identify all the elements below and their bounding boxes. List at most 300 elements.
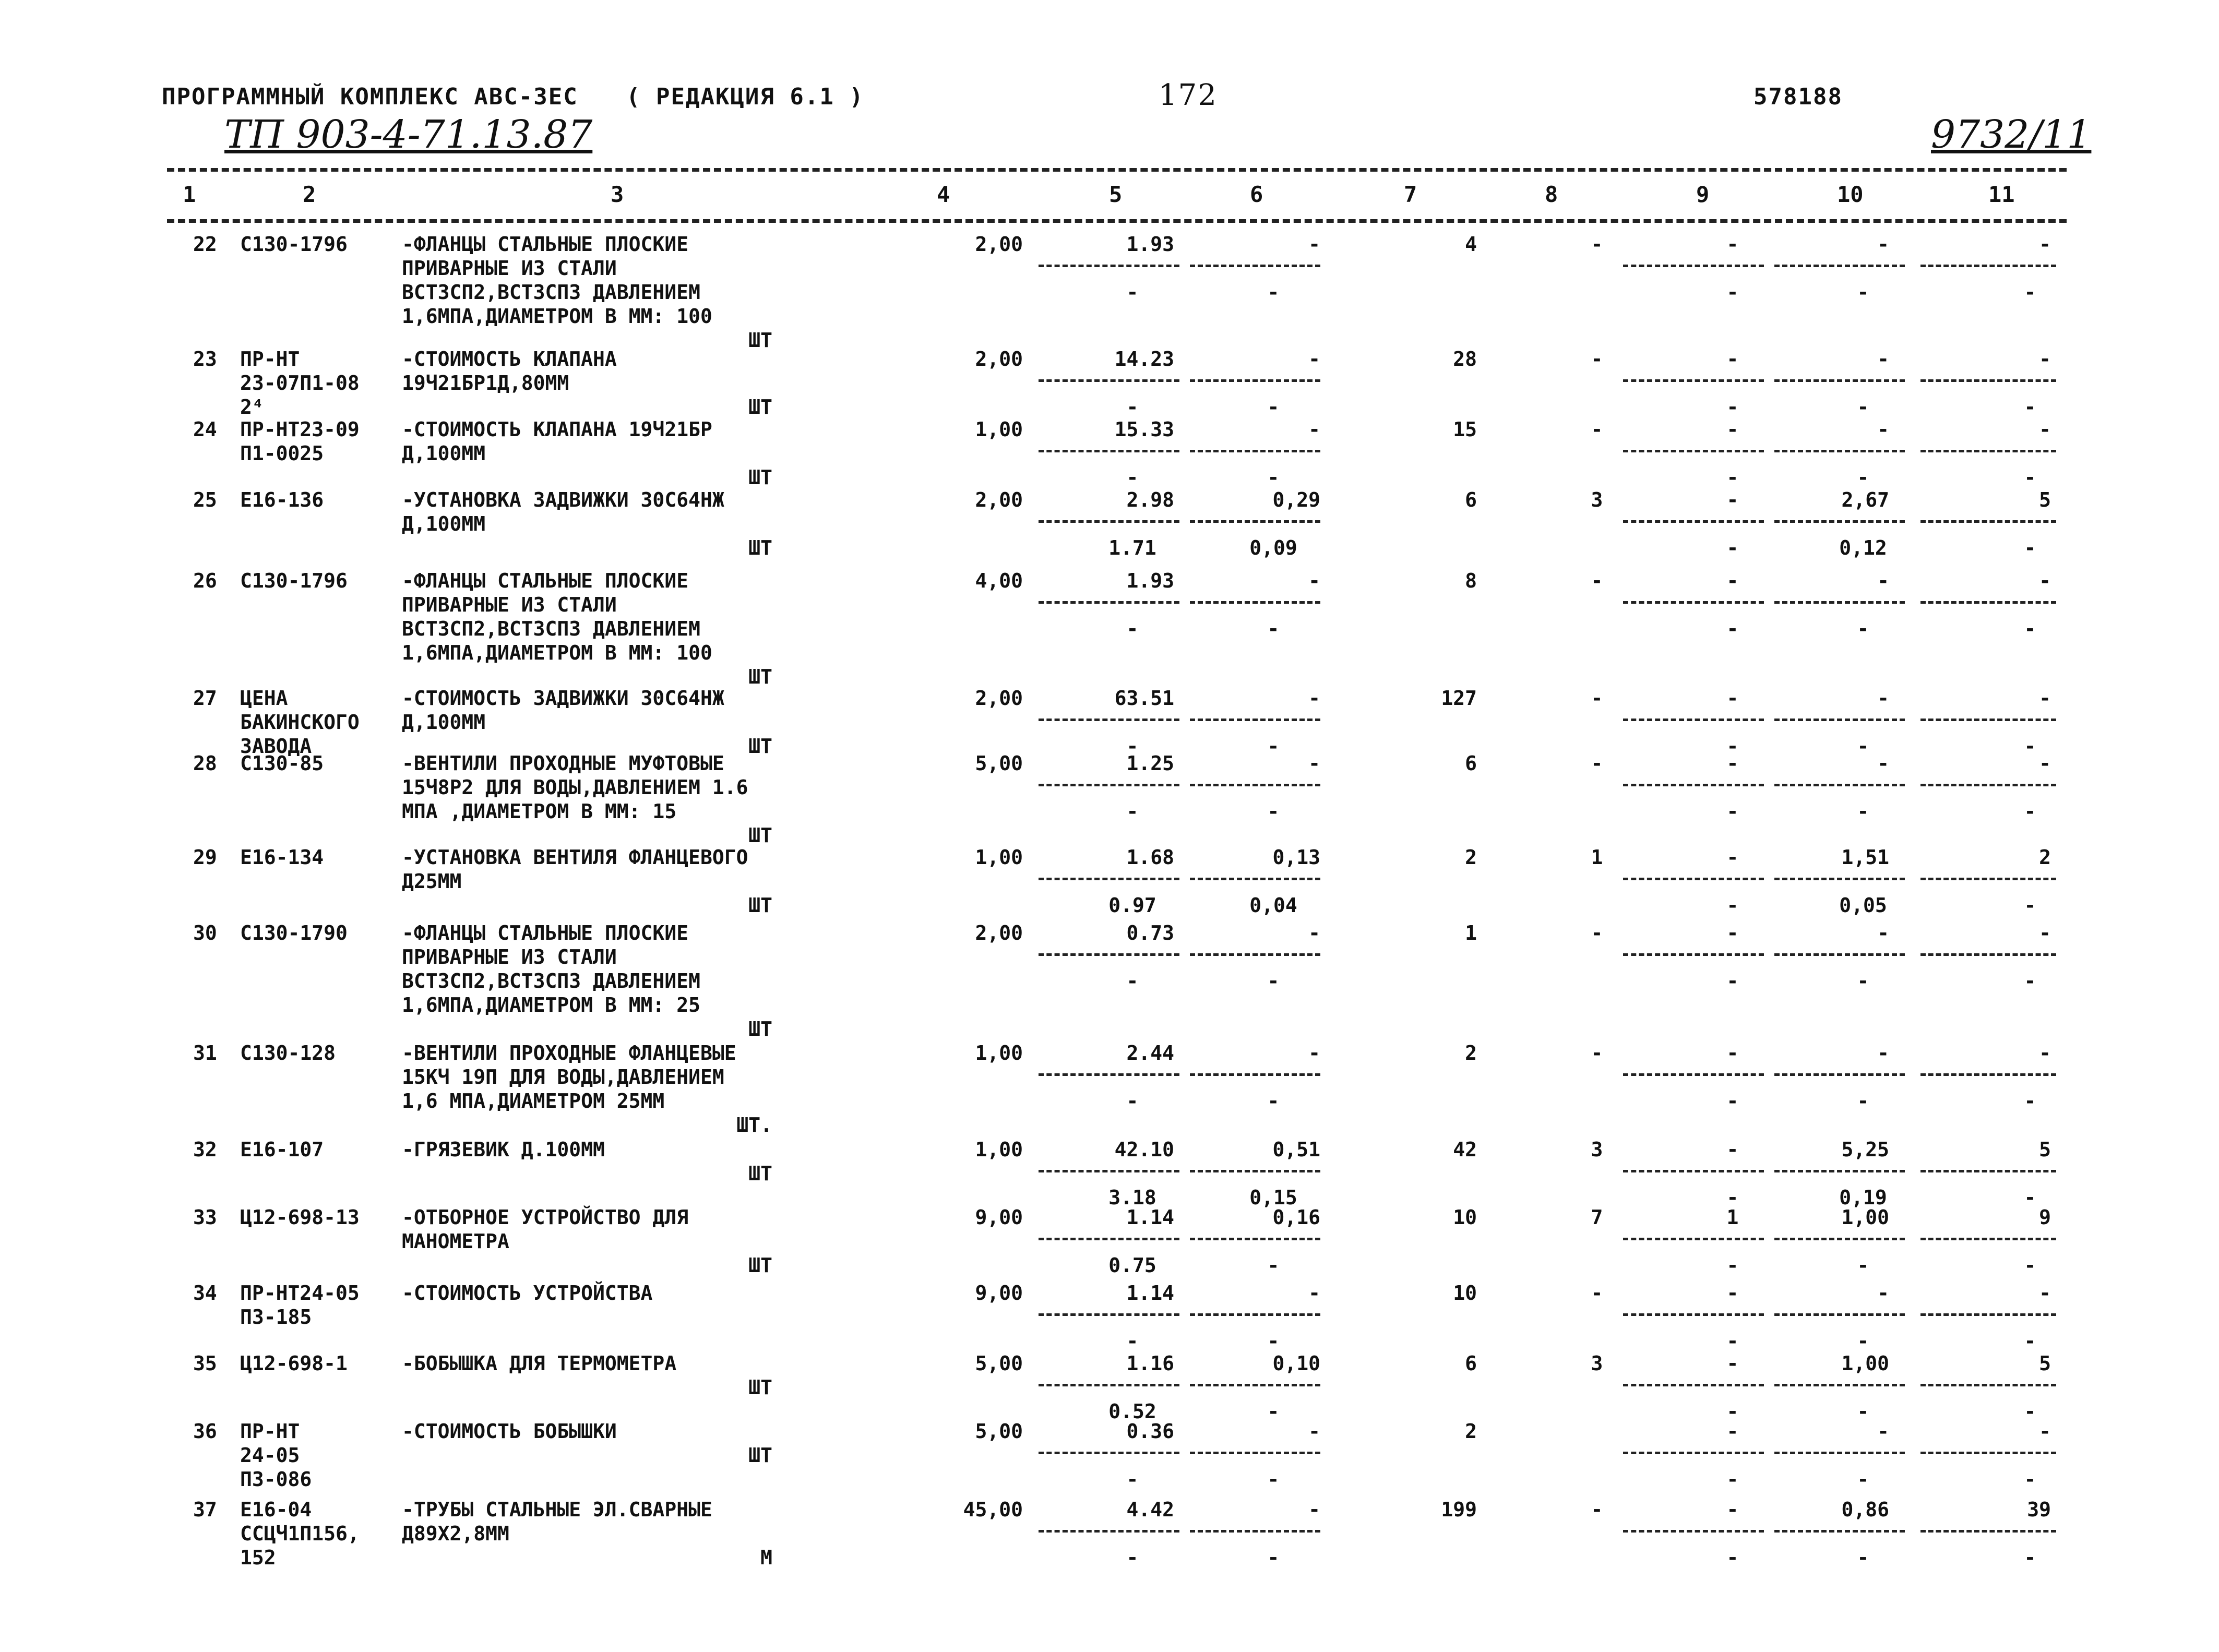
row-col6-bottom: -: [1267, 1546, 1280, 1569]
cell-divider-rule: [1039, 784, 1179, 786]
cell-divider-rule: [1774, 719, 1905, 721]
row-description: ВСТЗСП2,ВСТЗСПЗ ДАВЛЕНИЕМ: [402, 969, 700, 992]
row-col11-bottom: -: [2024, 969, 2036, 992]
row-col6-bottom: -: [1267, 1400, 1280, 1423]
row-col8: -: [1591, 687, 1603, 710]
row-col10-bottom: -: [1857, 800, 1869, 823]
row-col7: 6: [1465, 752, 1477, 775]
row-description: -БОБЫШКА ДЛЯ ТЕРМОМЕТРА: [402, 1352, 677, 1375]
row-col6-bottom: -: [1267, 466, 1280, 489]
cell-divider-rule: [1623, 1170, 1764, 1172]
row-col8: -: [1591, 569, 1603, 592]
row-unit: ШТ: [748, 396, 772, 418]
row-col5-top: 2.44: [1126, 1042, 1174, 1064]
row-description: ВСТЗСП2,ВСТЗСПЗ ДАВЛЕНИЕМ: [402, 281, 700, 304]
page-number: 172: [1159, 78, 1218, 112]
row-col9-bottom: -: [1726, 735, 1739, 758]
row-col11-bottom: -: [2024, 536, 2036, 559]
handwritten-project-number: ТП 903-4-71.13.87: [224, 112, 593, 157]
row-col10-top: -: [1877, 752, 1889, 775]
row-description: -ФЛАНЦЫ СТАЛЬНЫЕ ПЛОСКИЕ: [402, 569, 689, 592]
row-col6-top: -: [1308, 1042, 1320, 1064]
row-description: -СТОИМОСТЬ БОБЫШКИ: [402, 1420, 617, 1443]
row-col11-bottom: -: [2024, 735, 2036, 758]
cell-divider-rule: [1920, 1452, 2056, 1454]
row-description: -УСТАНОВКА ВЕНТИЛЯ ФЛАНЦЕВОГО: [402, 846, 748, 869]
row-col10-top: -: [1877, 233, 1889, 256]
row-col8: -: [1591, 348, 1603, 370]
cell-divider-rule: [1039, 719, 1179, 721]
cell-divider-rule: [1774, 953, 1905, 956]
cell-divider-rule: [1623, 784, 1764, 786]
row-description: МАНОМЕТРА: [402, 1230, 509, 1253]
row-col8: -: [1591, 233, 1603, 256]
cell-divider-rule: [1774, 1238, 1905, 1240]
column-header: 5: [1109, 182, 1123, 207]
row-col9-bottom: -: [1726, 1330, 1739, 1352]
row-col8: -: [1591, 1498, 1603, 1521]
cell-divider-rule: [1039, 1384, 1179, 1386]
row-quantity: 4,00: [975, 569, 1023, 592]
row-col7: 15: [1453, 418, 1477, 441]
cell-divider-rule: [1774, 1073, 1905, 1076]
row-description: -ГРЯЗЕВИК Д.100ММ: [402, 1138, 605, 1161]
row-col5-bottom: -: [1126, 617, 1139, 640]
cell-divider-rule: [1623, 953, 1764, 956]
row-col5-top: 0.36: [1126, 1420, 1174, 1443]
cell-divider-rule: [1190, 953, 1320, 956]
cell-divider-rule: [1190, 1238, 1320, 1240]
row-code: 152: [240, 1546, 276, 1569]
row-description: -СТОИМОСТЬ КЛАПАНА: [402, 348, 617, 370]
row-number: 33: [193, 1206, 217, 1229]
row-col9-bottom: -: [1726, 1468, 1739, 1491]
row-col6-bottom: -: [1267, 800, 1280, 823]
cell-divider-rule: [1920, 1313, 2056, 1316]
row-code: П1-0025: [240, 442, 324, 465]
row-col8: 3: [1591, 488, 1603, 511]
row-col11-bottom: -: [2024, 396, 2036, 418]
row-col9-bottom: -: [1726, 1400, 1739, 1423]
row-quantity: 5,00: [975, 1352, 1023, 1375]
row-description: -ФЛАНЦЫ СТАЛЬНЫЕ ПЛОСКИЕ: [402, 233, 689, 256]
row-col9-top: -: [1726, 348, 1739, 370]
row-col6-bottom: -: [1267, 969, 1280, 992]
row-col9-top: -: [1726, 1042, 1739, 1064]
cell-divider-rule: [1039, 1452, 1179, 1454]
row-col10-top: -: [1877, 687, 1889, 710]
row-col9-bottom: -: [1726, 1090, 1739, 1112]
cell-divider-rule: [1920, 719, 2056, 721]
column-header: 8: [1545, 182, 1558, 207]
document-code: 578188: [1753, 83, 1843, 110]
row-col9-bottom: -: [1726, 894, 1739, 917]
row-quantity: 1,00: [975, 1138, 1023, 1161]
cell-divider-rule: [1623, 719, 1764, 721]
column-header: 2: [303, 182, 316, 207]
row-col11-top: 2: [2039, 846, 2051, 869]
row-unit: ШТ: [748, 329, 772, 352]
cell-divider-rule: [1190, 450, 1320, 452]
row-col6-top: 0,51: [1272, 1138, 1320, 1161]
row-col11-top: 5: [2039, 488, 2051, 511]
row-col5-bottom: -: [1126, 1090, 1139, 1112]
row-col11-bottom: -: [2024, 1468, 2036, 1491]
row-col7: 6: [1465, 488, 1477, 511]
row-col11-top: 9: [2039, 1206, 2051, 1229]
row-description: -СТОИМОСТЬ ЗАДВИЖКИ 30С64НЖ: [402, 687, 724, 710]
row-col5-top: 15.33: [1114, 418, 1174, 441]
row-col9-top: -: [1726, 1282, 1739, 1304]
row-quantity: 2,00: [975, 687, 1023, 710]
cell-divider-rule: [1774, 1313, 1905, 1316]
cell-divider-rule: [1774, 601, 1905, 604]
row-col8: -: [1591, 418, 1603, 441]
row-col11-bottom: -: [2024, 617, 2036, 640]
row-description: -ФЛАНЦЫ СТАЛЬНЫЕ ПЛОСКИЕ: [402, 921, 689, 944]
cell-divider-rule: [1190, 1452, 1320, 1454]
row-description: 15Ч8Р2 ДЛЯ ВОДЫ,ДАВЛЕНИЕМ 1.6: [402, 776, 748, 799]
row-col6-top: -: [1308, 1498, 1320, 1521]
cell-divider-rule: [1039, 1073, 1179, 1076]
row-unit: ШТ: [748, 1162, 772, 1185]
row-col7: 127: [1441, 687, 1477, 710]
row-unit: ШТ: [748, 466, 772, 489]
row-unit: ШТ: [748, 824, 772, 847]
row-col10-top: 2,67: [1841, 488, 1889, 511]
row-number: 24: [193, 418, 217, 441]
row-col9-bottom: -: [1726, 466, 1739, 489]
row-col10-top: 5,25: [1841, 1138, 1889, 1161]
row-col11-top: 5: [2039, 1352, 2051, 1375]
row-col6-bottom: 0,09: [1249, 536, 1297, 559]
row-description: Д,100ММ: [402, 442, 486, 465]
row-col6-bottom: -: [1267, 396, 1280, 418]
row-col5-top: 1.93: [1126, 233, 1174, 256]
row-col9-top: -: [1726, 1138, 1739, 1161]
column-number-row: [0, 182, 2219, 213]
cell-divider-rule: [1774, 878, 1905, 880]
row-col7: 4: [1465, 233, 1477, 256]
row-col11-bottom: -: [2024, 1186, 2036, 1209]
row-col6-bottom: 0,04: [1249, 894, 1297, 917]
row-col9-top: -: [1726, 687, 1739, 710]
row-description: ПРИВАРНЫЕ ИЗ СТАЛИ: [402, 945, 617, 968]
row-col10-top: -: [1877, 1282, 1889, 1304]
row-code: ПР-НТ: [240, 348, 300, 370]
row-col10-bottom: -: [1857, 396, 1869, 418]
row-col10-bottom: -: [1857, 1330, 1869, 1352]
row-col8: -: [1591, 921, 1603, 944]
row-col6-top: -: [1308, 752, 1320, 775]
row-col7: 6: [1465, 1352, 1477, 1375]
row-quantity: 5,00: [975, 752, 1023, 775]
cell-divider-rule: [1190, 379, 1320, 382]
row-col7: 8: [1465, 569, 1477, 592]
row-col9-bottom: -: [1726, 1546, 1739, 1569]
cell-divider-rule: [1190, 719, 1320, 721]
row-col5-bottom: -: [1126, 1546, 1139, 1569]
row-description: ПРИВАРНЫЕ ИЗ СТАЛИ: [402, 257, 617, 280]
row-unit: ШТ: [748, 894, 772, 917]
cell-divider-rule: [1920, 1170, 2056, 1172]
cell-divider-rule: [1774, 1530, 1905, 1533]
row-col6-top: 0,13: [1272, 846, 1320, 869]
row-number: 30: [193, 921, 217, 944]
column-header: 4: [937, 182, 950, 207]
row-code: БАКИНСКОГО: [240, 711, 360, 734]
row-code: 2⁴: [240, 396, 264, 418]
column-header: 10: [1837, 182, 1864, 207]
row-col10-top: 1,00: [1841, 1206, 1889, 1229]
row-description: 1,6 МПА,ДИАМЕТРОМ 25ММ: [402, 1090, 665, 1112]
row-col7: 42: [1453, 1138, 1477, 1161]
row-col5-top: 1.25: [1126, 752, 1174, 775]
row-description: ПРИВАРНЫЕ ИЗ СТАЛИ: [402, 593, 617, 616]
cell-divider-rule: [1190, 1313, 1320, 1316]
row-col9-bottom: -: [1726, 396, 1739, 418]
cell-divider-rule: [1190, 1384, 1320, 1386]
cell-divider-rule: [1190, 601, 1320, 604]
program-title: ПРОГРАММНЫЙ КОМПЛЕКС АВС-ЗЕС: [162, 83, 578, 110]
cell-divider-rule: [1623, 1313, 1764, 1316]
cell-divider-rule: [1623, 878, 1764, 880]
row-description: 15КЧ 19П ДЛЯ ВОДЫ,ДАВЛЕНИЕМ: [402, 1066, 724, 1088]
row-col10-top: -: [1877, 921, 1889, 944]
cell-divider-rule: [1774, 379, 1905, 382]
row-code: С130-1796: [240, 569, 348, 592]
table-top-rule: [167, 168, 2067, 172]
row-col5-top: 42.10: [1114, 1138, 1174, 1161]
row-code: П3-086: [240, 1468, 312, 1491]
row-col8: -: [1591, 752, 1603, 775]
cell-divider-rule: [1623, 601, 1764, 604]
cell-divider-rule: [1920, 450, 2056, 452]
row-number: 28: [193, 752, 217, 775]
row-col11-top: -: [2039, 921, 2051, 944]
cell-divider-rule: [1920, 1073, 2056, 1076]
row-col10-bottom: -: [1857, 1090, 1869, 1112]
row-col9-bottom: -: [1726, 536, 1739, 559]
column-header: 3: [611, 182, 624, 207]
row-number: 27: [193, 687, 217, 710]
cell-divider-rule: [1774, 1452, 1905, 1454]
row-quantity: 2,00: [975, 488, 1023, 511]
cell-divider-rule: [1039, 1530, 1179, 1533]
row-col6-bottom: -: [1267, 1468, 1280, 1491]
row-col9-top: -: [1726, 569, 1739, 592]
row-col6-bottom: -: [1267, 1090, 1280, 1112]
row-col9-top: 1: [1726, 1206, 1739, 1229]
row-col11-top: -: [2039, 348, 2051, 370]
row-col5-bottom: 0.75: [1108, 1254, 1156, 1277]
row-col11-top: -: [2039, 752, 2051, 775]
row-code: С130-85: [240, 752, 324, 775]
row-col11-top: -: [2039, 1420, 2051, 1443]
cell-divider-rule: [1039, 601, 1179, 604]
cell-divider-rule: [1190, 1170, 1320, 1172]
row-code: Е16-134: [240, 846, 324, 869]
row-col6-top: -: [1308, 233, 1320, 256]
row-col11-bottom: -: [2024, 281, 2036, 304]
row-code: ПР-НТ: [240, 1420, 300, 1443]
row-col10-top: -: [1877, 418, 1889, 441]
cell-divider-rule: [1039, 520, 1179, 523]
row-col10-top: 1,00: [1841, 1352, 1889, 1375]
row-description: -УСТАНОВКА ЗАДВИЖКИ 30С64НЖ: [402, 488, 724, 511]
row-col5-top: 1.14: [1126, 1206, 1174, 1229]
row-col5-bottom: 3.18: [1108, 1186, 1156, 1209]
row-quantity: 2,00: [975, 233, 1023, 256]
row-col6-bottom: -: [1267, 1330, 1280, 1352]
cell-divider-rule: [1623, 265, 1764, 267]
handwritten-sheet-number: 9732/11: [1931, 112, 2092, 157]
column-header: 9: [1696, 182, 1710, 207]
row-number: 26: [193, 569, 217, 592]
cell-divider-rule: [1774, 1384, 1905, 1386]
row-col9-bottom: -: [1726, 800, 1739, 823]
row-col9-bottom: -: [1726, 617, 1739, 640]
row-col7: 1: [1465, 921, 1477, 944]
row-number: 23: [193, 348, 217, 370]
row-col9-top: -: [1726, 488, 1739, 511]
row-col6-top: -: [1308, 921, 1320, 944]
column-header: 11: [1988, 182, 2015, 207]
row-col7: 2: [1465, 846, 1477, 869]
cell-divider-rule: [1623, 520, 1764, 523]
cell-divider-rule: [1774, 784, 1905, 786]
row-description: 1,6МПА,ДИАМЕТРОМ В ММ: 100: [402, 305, 712, 328]
row-quantity: 1,00: [975, 846, 1023, 869]
row-col11-top: -: [2039, 569, 2051, 592]
row-col8: 7: [1591, 1206, 1603, 1229]
row-number: 34: [193, 1282, 217, 1304]
row-code: С130-128: [240, 1042, 336, 1064]
cell-divider-rule: [1623, 1530, 1764, 1533]
row-code: ПР-НТ24-05: [240, 1282, 360, 1304]
cell-divider-rule: [1190, 1073, 1320, 1076]
row-col7: 2: [1465, 1420, 1477, 1443]
row-col9-top: -: [1726, 752, 1739, 775]
cell-divider-rule: [1774, 520, 1905, 523]
row-col6-top: -: [1308, 687, 1320, 710]
row-col11-bottom: -: [2024, 1546, 2036, 1569]
row-col10-bottom: -: [1857, 617, 1869, 640]
row-description: -ВЕНТИЛИ ПРОХОДНЫЕ МУФТОВЫЕ: [402, 752, 724, 775]
row-col5-top: 1.93: [1126, 569, 1174, 592]
row-col10-bottom: -: [1857, 281, 1869, 304]
cell-divider-rule: [1920, 265, 2056, 267]
row-quantity: 45,00: [963, 1498, 1023, 1521]
row-col6-top: 0,10: [1272, 1352, 1320, 1375]
row-quantity: 1,00: [975, 418, 1023, 441]
row-col8: 3: [1591, 1138, 1603, 1161]
cell-divider-rule: [1039, 1170, 1179, 1172]
row-col5-bottom: -: [1126, 1330, 1139, 1352]
row-col6-bottom: -: [1267, 735, 1280, 758]
row-col5-top: 1.16: [1126, 1352, 1174, 1375]
table-header-rule: [167, 219, 2067, 223]
cell-divider-rule: [1039, 1313, 1179, 1316]
row-col10-bottom: -: [1857, 735, 1869, 758]
row-col6-bottom: -: [1267, 281, 1280, 304]
row-col10-top: 1,51: [1841, 846, 1889, 869]
cell-divider-rule: [1623, 1238, 1764, 1240]
row-quantity: 5,00: [975, 1420, 1023, 1443]
cell-divider-rule: [1774, 265, 1905, 267]
row-col10-bottom: 0,19: [1839, 1186, 1887, 1209]
row-col11-top: 39: [2027, 1498, 2051, 1521]
row-description: 1,6МПА,ДИАМЕТРОМ В ММ: 25: [402, 993, 700, 1016]
row-number: 29: [193, 846, 217, 869]
row-description: 1,6МПА,ДИАМЕТРОМ В ММ: 100: [402, 641, 712, 664]
cell-divider-rule: [1920, 784, 2056, 786]
row-col6-top: 0,16: [1272, 1206, 1320, 1229]
row-col5-top: 0.73: [1126, 921, 1174, 944]
cell-divider-rule: [1190, 878, 1320, 880]
row-code: Е16-107: [240, 1138, 324, 1161]
row-number: 32: [193, 1138, 217, 1161]
row-col10-bottom: -: [1857, 1468, 1869, 1491]
row-col10-top: -: [1877, 348, 1889, 370]
row-number: 37: [193, 1498, 217, 1521]
row-col10-top: 0,86: [1841, 1498, 1889, 1521]
cell-divider-rule: [1623, 1073, 1764, 1076]
cell-divider-rule: [1920, 601, 2056, 604]
row-code: ССЦЧ1П156,: [240, 1522, 360, 1545]
row-col5-top: 4.42: [1126, 1498, 1174, 1521]
row-code: Е16-136: [240, 488, 324, 511]
row-col10-bottom: -: [1857, 1400, 1869, 1423]
row-col10-bottom: -: [1857, 466, 1869, 489]
row-number: 35: [193, 1352, 217, 1375]
row-col6-top: -: [1308, 348, 1320, 370]
cell-divider-rule: [1190, 265, 1320, 267]
row-col9-top: -: [1726, 233, 1739, 256]
row-col7: 10: [1453, 1206, 1477, 1229]
row-col10-top: -: [1877, 569, 1889, 592]
cell-divider-rule: [1774, 1170, 1905, 1172]
column-header: 1: [183, 182, 196, 207]
cell-divider-rule: [1190, 520, 1320, 523]
row-col11-bottom: -: [2024, 1090, 2036, 1112]
row-col9-bottom: -: [1726, 1186, 1739, 1209]
row-col9-top: -: [1726, 921, 1739, 944]
row-col11-top: -: [2039, 418, 2051, 441]
cell-divider-rule: [1623, 379, 1764, 382]
cell-divider-rule: [1039, 450, 1179, 452]
row-col8: 1: [1591, 846, 1603, 869]
row-col9-top: -: [1726, 1352, 1739, 1375]
row-col10-bottom: -: [1857, 969, 1869, 992]
row-col5-bottom: -: [1126, 1468, 1139, 1491]
row-unit: ШТ: [748, 1254, 772, 1277]
cell-divider-rule: [1190, 1530, 1320, 1533]
edition-label: ( РЕДАКЦИЯ 6.1 ): [626, 83, 864, 110]
row-col11-top: -: [2039, 1042, 2051, 1064]
row-col7: 10: [1453, 1282, 1477, 1304]
row-description: -ВЕНТИЛИ ПРОХОДНЫЕ ФЛАНЦЕВЫЕ: [402, 1042, 736, 1064]
row-code: Е16-04: [240, 1498, 312, 1521]
row-col5-top: 1.14: [1126, 1282, 1174, 1304]
row-col11-top: -: [2039, 1282, 2051, 1304]
row-col10-bottom: 0,05: [1839, 894, 1887, 917]
row-col5-bottom: -: [1126, 800, 1139, 823]
row-col10-top: -: [1877, 1042, 1889, 1064]
row-col6-bottom: -: [1267, 617, 1280, 640]
cell-divider-rule: [1039, 953, 1179, 956]
row-code: П3-185: [240, 1306, 312, 1328]
